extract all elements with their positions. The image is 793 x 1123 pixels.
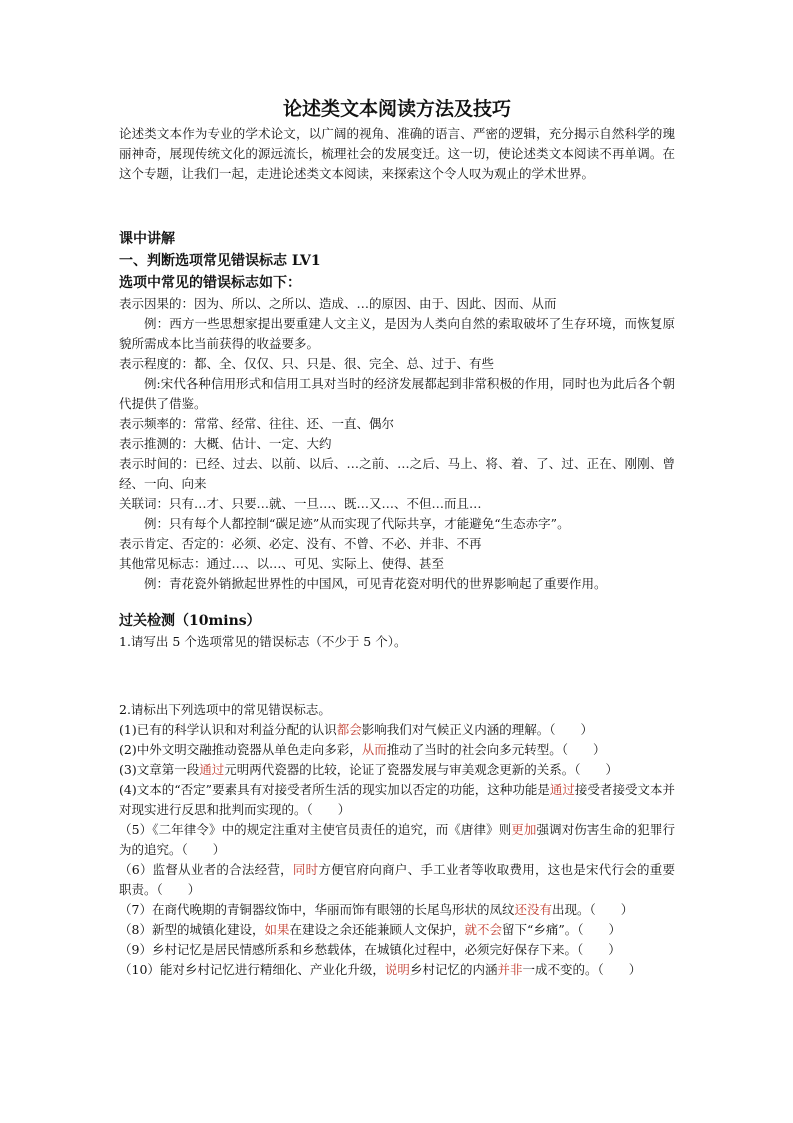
question-item [119,720,675,740]
answer-blank[interactable]: （ ） [181,842,226,857]
question-item [119,740,675,760]
item-text: (4)文本的“否定”要素具有对接受者所生活的现实加以否定的功能，这种功能是 [119,782,550,797]
answer-blank[interactable]: （ ） [306,802,351,817]
marker-frequency: 表示频率的：常常、经常、往往、还、一直、偶尔 [119,416,395,431]
question-item [119,960,675,980]
marker-conjunction: 关联词：只有…才、只要…就、一旦…、既…又…、不但…而且… [119,496,482,511]
answer-blank[interactable]: （ ） [577,922,622,937]
marker-causal: 表示因果的：因为、所以、之所以、造成、…的原因、由于、因此、因而、从而 [119,296,557,311]
item-text: 方便官府向商户、手工业者等收取费用，这也是宋代行会的重要职责。 [119,862,675,897]
answer-blank[interactable]: （ ） [576,942,621,957]
error-marker: 说明 [384,962,410,977]
marker-guess: 表示推测的：大概、估计、一定、大约 [119,436,332,451]
question-item [119,780,675,820]
question-item [119,820,675,860]
item-text: 接受者接受文本并对现实进行反思和批判而实现的。 [119,782,675,817]
item-text: 一成不变的。 [522,962,598,977]
page-title: 论述类文本阅读方法及技巧 [282,98,511,120]
item-text: 在建设之余还能兼顾人文保护， [289,922,465,937]
question-item [119,760,675,780]
marker-causal-example: 例：西方一些思想家提出要重建人文主义，是因为人类向自然的索取破坏了生存环境，而恢复原貌所需成本比当前获得的收益要多。 [119,316,675,351]
question-2-items [119,720,675,980]
answer-blank[interactable]: （ ） [549,722,594,737]
marker-other-example: 例：青花瓷外销掀起世界性的中国风，可见青花瓷对明代的世界影响起了重要作用。 [144,576,607,591]
item-text: (2)中外文明交融推动瓷器从单色走向多彩， [119,742,362,757]
marker-conjunction-example: 例：只有每个人都控制“碳足迹”从而实现了代际共享，才能避免“生态赤字”。 [144,516,570,531]
item-text: （8）新型的城镇化建设， [119,922,265,937]
item-text: 影响我们对气候正义内涵的理解。 [361,722,550,737]
error-marker: 还没有 [514,902,552,917]
item-text: （10）能对乡村记忆进行精细化、产业化升级， [119,962,385,977]
answer-blank[interactable]: （ ） [156,882,201,897]
error-marker: 都会 [336,722,362,737]
answer-blank[interactable]: （ ） [574,762,619,777]
item-text: 乡村记忆的内涵 [409,962,498,977]
item-text: 元明两代瓷器的比较，论证了瓷器发展与审美观念更新的关系。 [224,762,575,777]
item-text: （7）在商代晚期的青铜器纹饰中，华丽而饰有眼翎的长尾鸟形状的凤纹 [119,902,515,917]
intro-paragraph: 论述类文本作为专业的学术论文，以广阔的视角、准确的语言、严密的逻辑，充分揭示自然科学的瑰丽神奇，展现传统文化的源远流长，梳理社会的发展变迁。这一切，使论述类文本阅读不再单调。在这个专题，让我们一起，走进论述类文本阅读，来探索这个令人叹为观止的学术世界。 [119,126,675,181]
error-marker: 通过 [199,762,225,777]
item-text: 出现。 [551,902,590,917]
error-marker: 同时 [292,862,319,877]
error-marker: 如果 [264,922,290,937]
item-text: 留下“乡痛”。 [502,922,578,937]
document-body [119,96,675,980]
item-text: （6）监督从业者的合法经营， [119,862,293,877]
item-text: （5）《二年律令》中的规定注重对主使官员责任的追究，而《唐律》则 [119,822,512,837]
lesson-heading: 课中讲解 [119,231,175,247]
marker-affirm-negate: 表示肯定、否定的：必须、必定、没有、不曾、不必、并非、不再 [119,536,482,551]
answer-blank[interactable]: （ ） [597,962,642,977]
item-text: （9）乡村记忆是居民情感所系和乡愁载体，在城镇化过程中，必须完好保存下来。 [119,942,577,957]
item-text: 强调对伤害生命的犯罪行为的追究。 [119,822,675,857]
marker-other: 其他常见标志：通过…、以…、可见、实际上、使得、甚至 [119,556,445,571]
item-text: (1)已有的科学认识和对利益分配的认识 [119,722,337,737]
question-item [119,920,675,940]
question-item [119,900,675,920]
marker-time: 表示时间的：已经、过去、以前、以后、…之前、…之后、马上、将、着、了、过、正在、刚刚、曾经、一向、向来 [119,456,675,491]
question-2: 2.请标出下列选项中的常见错误标志。 [119,702,331,717]
item-text: (3)文章第一段 [119,762,200,777]
answer-blank[interactable]: （ ） [589,902,634,917]
error-marker: 就不会 [464,922,503,937]
question-1: 1.请写出 5 个选项常见的错误标志（不少于 5 个）。 [119,634,407,649]
marker-degree: 表示程度的：都、全、仅仅、只、只是、很、完全、总、过于、有些 [119,356,495,371]
question-item [119,860,675,900]
test-heading: 过关检测（10mins） [119,613,261,629]
section1-heading: 一、判断选项常见错误标志 LV1 [119,253,321,269]
error-marker: 从而 [361,742,387,757]
question-item [119,940,675,960]
error-marker: 并非 [497,962,523,977]
error-marker: 更加 [511,822,537,837]
item-text: 推动了当时的社会向多元转型。 [386,742,562,757]
section1-subheading: 选项中常见的错误标志如下： [119,275,301,291]
marker-degree-example: 例:宋代各种信用形式和信用工具对当时的经济发展都起到非常积极的作用，同时也为此后各个朝代提供了借鉴。 [119,376,675,411]
answer-blank[interactable]: （ ） [561,742,606,757]
error-marker: 通过 [549,782,575,797]
